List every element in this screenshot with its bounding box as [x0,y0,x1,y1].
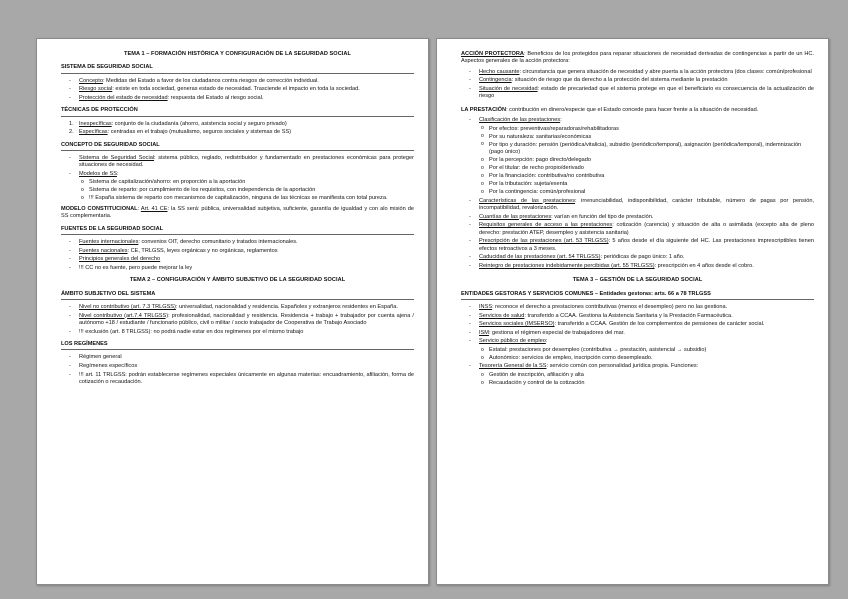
sub-list-item: o Por la tributación: sujeta/exenta [479,181,814,188]
bullet-list [61,304,414,336]
bullet-list [461,304,814,387]
sub-list-item: o Por efectos: preventivas/reparadoras/rehabilitadoras [479,126,814,133]
list-item: - Fuentes internacionales: convenios OIT, derecho comunitario y tratados internacionales. [61,239,414,246]
document-page-right [436,38,829,585]
constitutional-model: MODELO CONSTITUCIONAL: Art. 41 CE: la SS será: pública, universalidad subjetiva, suficiente, garantía de igualdad y con alo misión de SS complementaria. [61,205,414,220]
section-heading: ENTIDADES GESTORAS Y SERVICIOS COMUNES – Entidades gestoras: arts. 66 a 78 TRLGSS [461,291,814,300]
page-content [437,39,828,387]
list-item: - !!! CC no es fuente, pero puede mejorar la ley [61,265,414,272]
sub-list-item: o Por la financiación: contributiva/no contributiva [479,173,814,180]
list-item: - Caducidad de las prestaciones (art. 54 TRLGSS): periódicas de pago único: 1 año. [461,254,814,261]
topic-title: TEMA 1 – FORMACIÓN HISTÓRICA Y CONFIGURACIÓN DE LA SEGURIDAD SOCIAL [124,51,351,57]
bullet-list [461,69,814,101]
list-item: - Concepto: Medidas del Estado a favor de los ciudadanos contra riesgos de corrección individual. [61,78,414,85]
list-item: - Prescripción de las prestaciones (art. 53 TRLGSS): 5 años desde el día siguiente del HC. Las prestaciones imprescriptibles tienen efectos retroactivos a 3 meses. [461,238,814,253]
bullet-list [61,354,414,386]
list-item: - Reintegro de prestaciones indebidamente percibidas (art. 55 TRLGSS): prescripción en 4 años desde el cobro. [461,263,814,270]
bullet-list [61,239,414,272]
list-item: - Nivel contributivo (art.7.4 TRLGSS): profesionalidad, nacionalidad y residencia. Residencia + trabajo + trabajador por cuenta ajena / autónomo +18 / estudiante / funcionario público, civil o militar / socio trabajador de Cooperativa de Trabajo Asociado [61,313,414,328]
sub-list-item: o Recaudación y control de la cotización [479,380,814,387]
sub-list-item: o Sistema de reparto: por cumplimiento de los requisitos, con independencia de la aportación [79,187,414,194]
list-item: - Riesgo social: existe en toda sociedad, generas estado de necesidad. Trasciende el impacto en toda la sociedad. [61,86,414,93]
list-item: - Requisitos generales de acceso a las prestaciones: cotización (carencia) y situación de alta o asimilada (excepto alta de pleno derecho: prestación ATEP, desempleo y asistencia sanitaria) [461,222,814,237]
list-item: - Contingencia: situación de riesgo que da derecho a la protección del sistema mediante la prestación [461,77,814,84]
sub-list-item: o Autonómico: servicios de empleo, inscripción como desempleado. [479,355,814,362]
sub-list [479,372,814,387]
list-item: - !!! exclusión (art. 8 TRLGSS): no podrá nadie estar en dos regímenes por el mismo trabajo [61,329,414,336]
topic-title: TEMA 3 – GESTIÓN DE LA SEGURIDAD SOCIAL [572,277,703,284]
section-heading: ÁMBITO SUBJETIVO DEL SISTEMA [61,291,414,300]
list-item: - Hecho causante: circunstancia que genera situación de necesidad y abre puerta a la acción protectora (dos clases: común/profesional [461,69,814,76]
section-heading: TÉCNICAS DE PROTECCIÓN [61,107,414,116]
list-item: - Régimen general [61,354,414,361]
sub-list-item: o Por tipo y duración: pensión (periódica/vitalicia), subsidio (periódico/temporal), asignación (periódica/temporal), indemnización (pago único) [479,142,814,157]
list-item: 2. Específicas: centradas en el trabajo (mutualismo, seguros sociales y sistemas de SS) [69,129,292,136]
list-item: - Tesorería General de la SS: servicio común con personalidad jurídica propia. Funciones: o Gestión de inscripción, afiliación y alta o Recaudación y control de la cotización [461,363,814,387]
bullet-list [61,155,414,203]
section-heading: LOS REGÍMENES [61,341,414,350]
list-item: - Clasificación de las prestaciones: o Por efectos: preventivas/reparadoras/rehabilitadoras o Por su naturaleza: sanitarias/económicas o Por tipo y duración: pensión (periódica/vitalicia), subsidio (periódico/temporal), asignación (periódica/temporal), indemnización (pago único) o Por la percepción: pago directo/delegado o Por el titular: de recho propio/derivado o Por la financiación: contributiva/no contributiva o Por la tributación: sujeta/exenta o Por la contingencia: común/profesional [461,117,814,196]
sub-list-item: o Por la percepción: pago directo/delegado [479,157,814,164]
list-item: - Situación de necesidad: estado de precariedad que el sistema protege en que el beneficiario es consecuencia de la actualización de riesgo [461,86,814,101]
list-item: - Servicios sociales (IMSERSO): transferido a CCAA. Gestión de los complementos de pensiones de carácter social. [461,321,814,328]
list-item: - Cuantías de las prestaciones: varían en función del tipo de prestación. [461,214,814,221]
list-item: - Nivel no contributivo (art. 7.3 TRLGSS): universalidad, nacionalidad y residencia. Españoles y extranjeros residentes en España. [61,304,414,311]
sub-list-item: o Gestión de inscripción, afiliación y alta [479,372,814,379]
sub-list-item: o Por el titular: de recho propio/derivado [479,165,814,172]
list-item: - Fuentes nacionales: CE, TRLGSS, leyes orgánicas y no orgánicas, reglamentos [61,248,414,255]
document-page-left [36,38,429,585]
sub-list-item: o Por la contingencia: común/profesional [479,189,814,196]
bullet-list [461,117,814,270]
sub-list-item: o Sistema de capitalización/ahorro: en proporción a la aportación [79,179,414,186]
list-item: - INSS: reconoce el derecho a prestaciones contributivas (menos el desempleo) pero no las gestiona. [461,304,814,311]
page-content [37,39,428,386]
list-item: - Sistema de Seguridad Social: sistema público, reglado, redistribuidor y fundamentado en prestaciones económicas para proteger situaciones de necesidad. [61,155,414,170]
list-item: - Protección del estado de necesidad: respuesta del Estado al riesgo social. [61,95,414,102]
topic-title: TEMA 2 – CONFIGURACIÓN Y ÁMBITO SUBJETIVO DE LA SEGURIDAD SOCIAL [129,277,346,284]
list-item: - ISM: gestiona el régimen especial de trabajadores del mar. [461,330,814,337]
sub-list-item: o !!! España sistema de reparto con mecanismos de capitalización, ninguna de las técnicas se manifiesta con total pureza. [79,195,414,202]
list-item: 1. Inespecíficas: conjunto de la ciudadanía (ahorro, asistencia social y seguro privado) [69,120,287,127]
list-item: - Principios generales del derecho [61,256,414,263]
sub-list [79,179,414,202]
sub-list-item: o Estatal: prestaciones por desempleo (contributiva → prestación, asistencial → subsidio) [479,347,814,354]
list-item: - Características de las prestaciones: irrenunciabilidad, indisponibilidad, carácter tributable, número de pagas por pensión, incompatibilidad, revalorización. [461,198,814,213]
section-heading: CONCEPTO DE SEGURIDAD SOCIAL [61,142,414,151]
list-item: - !!! art. 11 TRLGSS: podrán establecerse regímenes especiales únicamente en algunas materias: encuadramiento, afiliación, forma de cotización o recaudación. [61,372,414,387]
protective-action-intro: ACCIÓN PROTECTORA: Beneficios de los protegidos para reparar situaciones de necesidad derivadas de contingencias a partir de un HC. Aspectos generales de la acción protectora: [461,51,814,65]
section-heading: SISTEMA DE SEGURIDAD SOCIAL [61,64,414,73]
list-item: - Regímenes específicos [61,363,414,370]
bullet-list [61,78,414,103]
sub-list [479,126,814,197]
list-item: - Servicios de salud: transferido a CCAA. Gestiona la Asistencia Sanitaria y la Prestación Farmacéutica. [461,313,814,320]
list-item: - Modelos de SS: o Sistema de capitalización/ahorro: en proporción a la aportación o Sistema de reparto: por cumplimiento de los requisitos, con independencia de la aportación o !!! España sistema de reparto con mecanismos de capitalización, ninguna de las técnicas se manifiesta con total pureza. [61,171,414,203]
sub-list [479,347,814,362]
section-heading: FUENTES DE LA SEGURIDAD SOCIAL [61,226,414,235]
numbered-list [61,121,414,137]
sub-list-item: o Por su naturaleza: sanitarias/económicas [479,134,814,141]
list-item: - Servicio público de empleo: o Estatal: prestaciones por desempleo (contributiva → prestación, asistencial → subsidio) o Autonómico: servicios de empleo, inscripción como desempleado. [461,338,814,362]
benefit-intro: LA PRESTACIÓN: contribución en dinero/especie que el Estado concede para hacer frente a la situación de necesidad. [461,106,759,113]
